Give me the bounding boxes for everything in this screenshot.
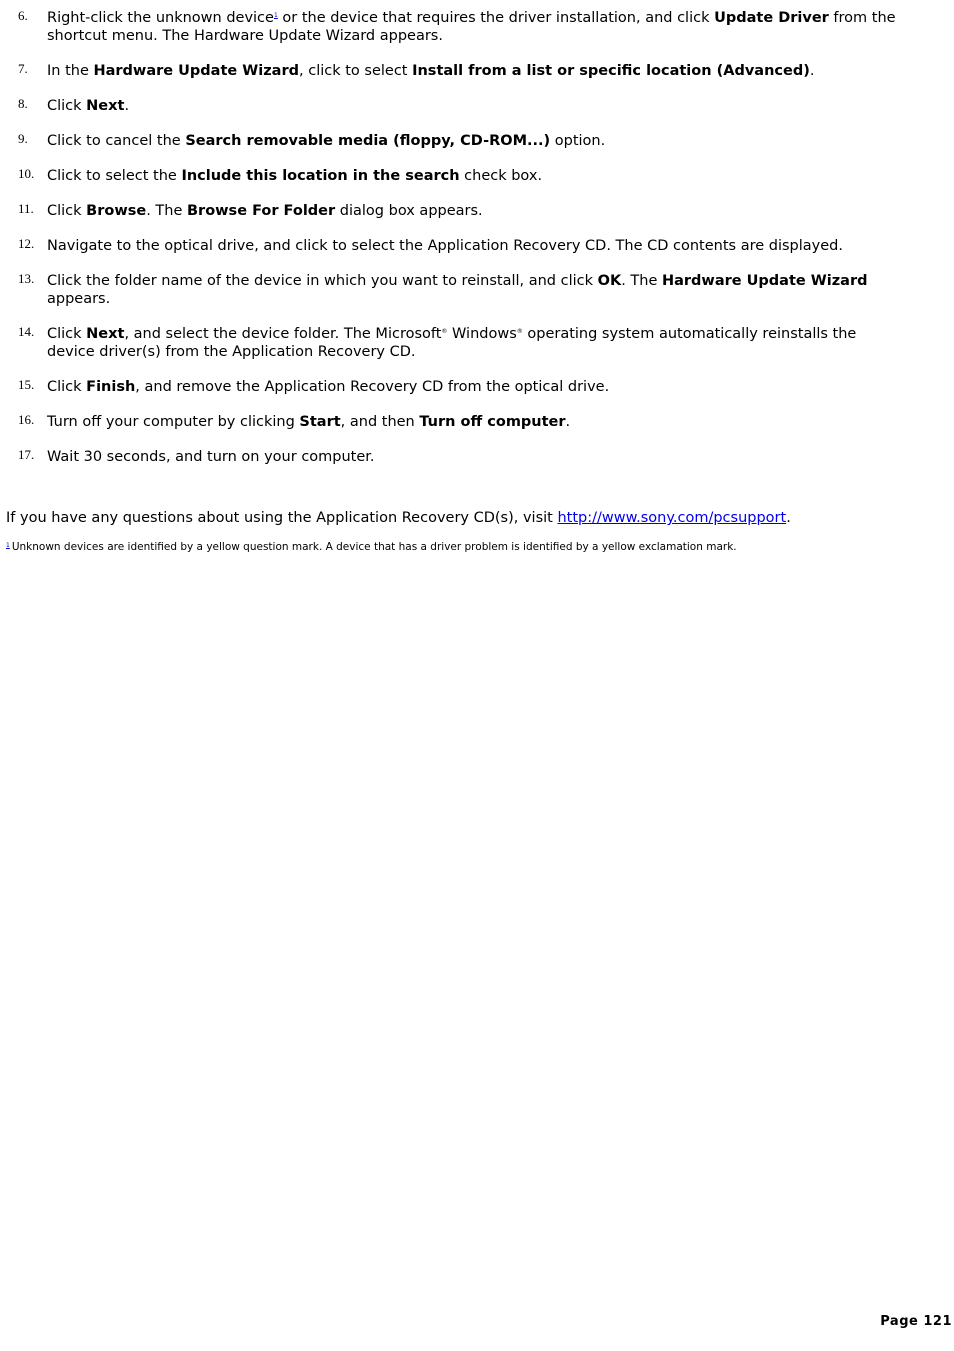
questions-prefix: If you have any questions about using the Application Recovery CD(s), visit xyxy=(6,510,558,526)
footnote-ref-link[interactable]: 1 xyxy=(273,12,278,19)
step-text-run: Click the folder name of the device in which you want to reinstall, and click xyxy=(47,273,598,289)
step-text xyxy=(47,237,900,255)
ui-term: Search removable media (floppy, CD-ROM...) xyxy=(185,133,551,149)
step-text-run: Turn off your computer by clicking xyxy=(47,414,300,430)
ui-term: OK xyxy=(597,273,622,289)
step-text-run: Navigate to the optical drive, and click to select the Application Recovery CD. The CD contents are displayed. xyxy=(47,238,843,254)
ui-term: Turn off computer xyxy=(419,414,566,430)
step-text-run: . xyxy=(809,63,815,79)
step-text xyxy=(47,132,900,150)
step-text xyxy=(47,62,900,80)
step-number: 13. xyxy=(18,271,35,286)
ui-term: Finish xyxy=(86,379,136,395)
step-text xyxy=(47,202,900,220)
registered-mark: ® xyxy=(516,328,523,335)
ui-term: Include this location in the search xyxy=(181,168,460,184)
registered-mark: ® xyxy=(441,328,448,335)
ui-term: Browse For Folder xyxy=(187,203,336,219)
ui-term: Update Driver xyxy=(714,10,829,26)
step-text-run: . xyxy=(565,414,571,430)
step-text-run: , and remove the Application Recovery CD from the optical drive. xyxy=(135,379,610,395)
page-number: Page 121 xyxy=(880,1314,952,1329)
step-item xyxy=(0,202,900,220)
step-text-run: Click to cancel the xyxy=(47,133,186,149)
step-item xyxy=(0,413,900,431)
pcsupport-link[interactable]: http://www.sony.com/pcsupport xyxy=(557,510,787,526)
step-item xyxy=(0,62,900,80)
step-number: 8. xyxy=(18,96,28,111)
step-item xyxy=(0,97,900,115)
step-text-run: , and select the device folder. The Microsoft xyxy=(124,326,442,342)
step-text xyxy=(47,272,900,308)
step-text-run: , and then xyxy=(340,414,420,430)
step-text-run: Click xyxy=(47,379,87,395)
step-text xyxy=(47,9,900,45)
ui-term: Hardware Update Wizard xyxy=(661,273,868,289)
step-text-run: appears. xyxy=(47,291,111,307)
step-number: 16. xyxy=(18,412,35,427)
step-text-run: Click xyxy=(47,98,87,114)
step-text xyxy=(47,448,900,466)
step-text-run: Click xyxy=(47,326,87,342)
step-text-run: In the xyxy=(47,63,94,79)
step-text xyxy=(47,97,900,115)
step-text-run: from the shortcut menu. The Hardware Update Wizard appears. xyxy=(47,10,896,44)
footnote-marker[interactable]: 1 xyxy=(6,542,10,549)
step-number: 10. xyxy=(18,166,35,181)
step-item xyxy=(0,237,900,255)
step-number: 15. xyxy=(18,377,35,392)
step-number: 11. xyxy=(18,201,34,216)
step-item xyxy=(0,448,900,466)
step-text-run: . The xyxy=(621,273,662,289)
step-item xyxy=(0,167,900,185)
step-text xyxy=(47,325,900,361)
step-text-run: Right-click the unknown device xyxy=(47,10,274,26)
step-text-run: Click to select the xyxy=(47,168,182,184)
step-text xyxy=(47,378,900,396)
step-number: 17. xyxy=(18,447,35,462)
step-number: 7. xyxy=(18,61,28,76)
step-text-run: , click to select xyxy=(299,63,413,79)
step-text-run: or the device that requires the driver installation, and click xyxy=(277,10,715,26)
step-item xyxy=(0,325,900,361)
step-text xyxy=(47,413,900,431)
step-item xyxy=(0,132,900,150)
step-text-run: . The xyxy=(146,203,187,219)
ui-term: Start xyxy=(299,414,341,430)
step-text-run: Wait 30 seconds, and turn on your computer. xyxy=(47,449,375,465)
footnote xyxy=(6,539,737,554)
step-number: 6. xyxy=(18,8,28,23)
questions-paragraph xyxy=(6,509,791,527)
step-item xyxy=(0,272,900,308)
ui-term: Next xyxy=(86,98,125,114)
step-text-run: operating system automatically reinstalls the device driver(s) from the Application Recovery CD. xyxy=(47,326,857,360)
ui-term: Hardware Update Wizard xyxy=(93,63,299,79)
footnote-text: Unknown devices are identified by a yellow question mark. A device that has a driver problem is identified by a yellow exclamation mark. xyxy=(11,541,737,553)
step-text-run: Windows xyxy=(447,326,517,342)
step-item xyxy=(0,9,900,45)
step-item xyxy=(0,378,900,396)
ui-term: Browse xyxy=(86,203,147,219)
ui-term: Next xyxy=(86,326,125,342)
step-number: 14. xyxy=(18,324,35,339)
step-text-run: option. xyxy=(550,133,606,149)
step-text-run: Click xyxy=(47,203,87,219)
step-text-run: . xyxy=(124,98,130,114)
ui-term: Install from a list or specific location (Advanced) xyxy=(412,63,810,79)
step-number: 9. xyxy=(18,131,28,146)
questions-suffix: . xyxy=(786,510,791,526)
steps-list xyxy=(0,9,900,483)
step-text-run: check box. xyxy=(459,168,543,184)
step-number: 12. xyxy=(18,236,35,251)
step-text xyxy=(47,167,900,185)
step-text-run: dialog box appears. xyxy=(335,203,483,219)
